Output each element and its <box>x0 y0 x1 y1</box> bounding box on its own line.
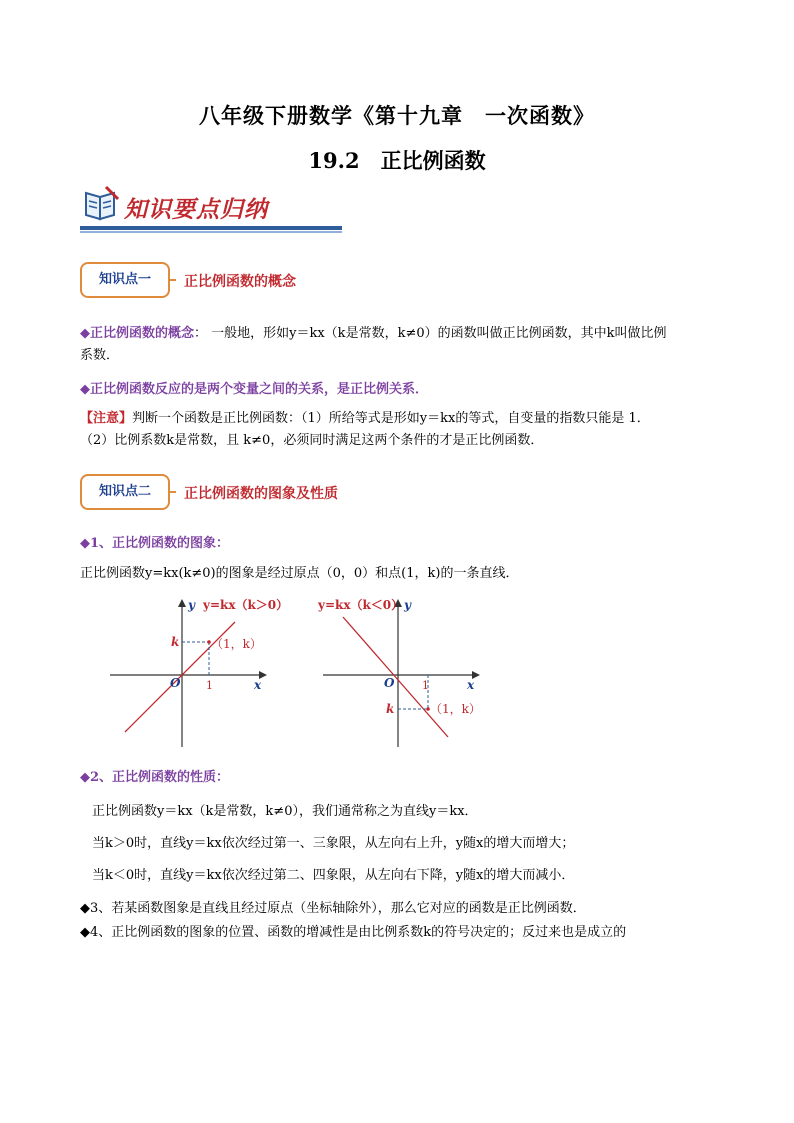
graph-k-negative <box>318 592 488 752</box>
paragraph-4: ◆4、正比例函数的图象的位置、函数的增减性是由比例系数k的符号决定的；反过来也是成立的 <box>80 925 627 940</box>
section1-title: 正比例函数的概念 <box>184 274 296 290</box>
graph-description: 正比例函数y=kx(k≠0)的图象是经过原点（0，0）和点(1，k)的一条直线． <box>80 566 519 581</box>
k-label: k <box>171 635 180 649</box>
section2-connector <box>170 491 176 493</box>
paragraph-3: ◆3、若某函数图象是直线且经过原点（坐标轴除外），那么它对应的函数是正比例函数． <box>80 901 586 916</box>
page-subtitle: 19.2 正比例函数 <box>308 148 486 173</box>
banner-underline-light <box>80 231 342 233</box>
y-label: y <box>404 598 411 612</box>
property-line3: 当k＜0时，直线y＝kx依次经过第二、四象限，从左向右下降，y随x的增大而减小． <box>92 868 575 883</box>
banner-underline <box>80 226 342 230</box>
concept-lead: ◆正比例函数的概念 <box>80 326 194 341</box>
section2-title: 正比例函数的图象及性质 <box>184 486 338 502</box>
section1-note <box>80 408 730 452</box>
k-label: k <box>386 702 395 716</box>
book-icon <box>82 183 122 223</box>
section1-badge: 知识点一 <box>80 262 170 298</box>
section1-paragraph2: ◆正比例函数反应的是两个变量之间的关系，是正比例关系． <box>80 382 428 397</box>
eq-label: y=kx（k＜0） <box>318 598 404 612</box>
graph-k-positive <box>105 592 289 752</box>
graph-heading: ◆1、正比例函数的图象： <box>80 536 230 551</box>
concept-body: ： 一般地，形如y＝kx（k是常数，k≠0）的函数叫做正比例函数，其中k叫做比例 <box>194 326 667 341</box>
origin-label: O <box>384 676 395 690</box>
point-label: （1，k） <box>430 702 481 716</box>
one-label: 1 <box>422 679 429 692</box>
property-line2: 当k＞0时，直线y＝kx依次经过第一、三象限，从左向右上升，y随x的增大而增大； <box>92 836 575 851</box>
property-line1: 正比例函数y＝kx（k是常数，k≠0），我们通常称之为直线y＝kx． <box>92 804 478 819</box>
concept-cont: 系数． <box>80 348 120 363</box>
property-heading: ◆2、正比例函数的性质： <box>80 770 230 785</box>
one-label: 1 <box>206 679 213 692</box>
knowledge-banner <box>80 183 345 235</box>
point-label: （1，k） <box>211 637 262 651</box>
section2-badge: 知识点二 <box>80 474 170 510</box>
line-k-negative <box>343 617 448 737</box>
banner-label: 知识要点归纳 <box>124 196 268 223</box>
note-tag: 【注意】 <box>80 411 133 426</box>
note-cont: （2）比例系数k是常数，且 k≠0，必须同时满足这两个条件的才是正比例函数． <box>80 433 544 448</box>
eq-label: y=kx（k＞0） <box>203 598 289 612</box>
y-axis-arrow <box>178 599 186 607</box>
x-label: x <box>467 678 475 692</box>
y-label: y <box>188 598 195 612</box>
section1-paragraph1 <box>80 323 730 367</box>
page-title: 八年级下册数学《第十九章 一次函数》 <box>199 103 595 128</box>
section1-connector <box>170 279 176 281</box>
note-body: 判断一个函数是正比例函数：（1）所给等式是形如y＝kx的等式，自变量的指数只能是 1． <box>132 411 650 426</box>
x-label: x <box>254 678 262 692</box>
origin-label: O <box>170 676 181 690</box>
